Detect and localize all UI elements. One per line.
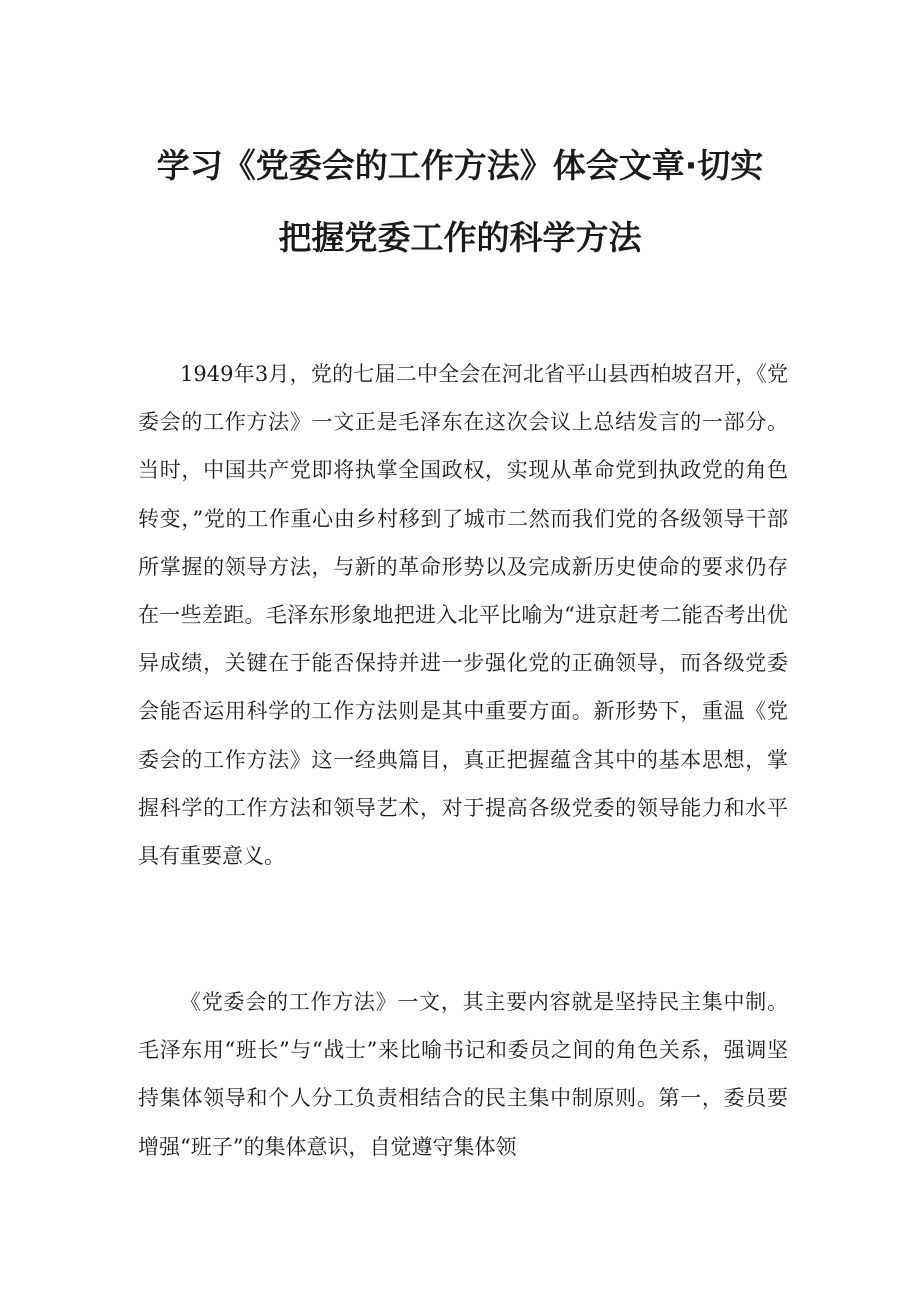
document-title-line-2: 把握党委工作的科学方法: [278, 218, 642, 257]
document-title-line-1: 学习《党委会的工作方法》体会文章·切实: [156, 146, 764, 185]
body-paragraph-2: 《党委会的工作方法》一文，其主要内容就是坚持民主集中制。毛泽东用“班长”与“战士”来比喻书记和委员之间的角色关系，强调坚持集体领导和个人分工负责相结合的民主集中制原则。第一，委员要增强“班子”的集体意识，自觉遵守集体领: [138, 990, 788, 1159]
body-paragraph-1: 1949年3月，党的七届二中全会在河北省平山县西柏坡召开，《党委会的工作方法》一文正是毛泽东在这次会议上总结发言的一部分。当时，中国共产党即将执掌全国政权，实现从革命党到执政党的角色转变，”党的工作重心由乡村移到了城市二然而我们党的各级领导干部所掌握的领导方法，与新的革命形势以及完成新历史使命的要求仍存在一些差距。毛泽东形象地把进入北平比喻为“进京赶考二能否考出优异成绩，关键在于能否保持并进一步强化党的正确领导，而各级党委会能否运用科学的工作方法则是其中重要方面。新形势下，重温《党委会的工作方法》这一经典篇目，真正把握蕴含其中的基本思想，掌握科学的工作方法和领导艺术，对于提高各级党委的领导能力和水平具有重要意义。: [138, 362, 788, 869]
